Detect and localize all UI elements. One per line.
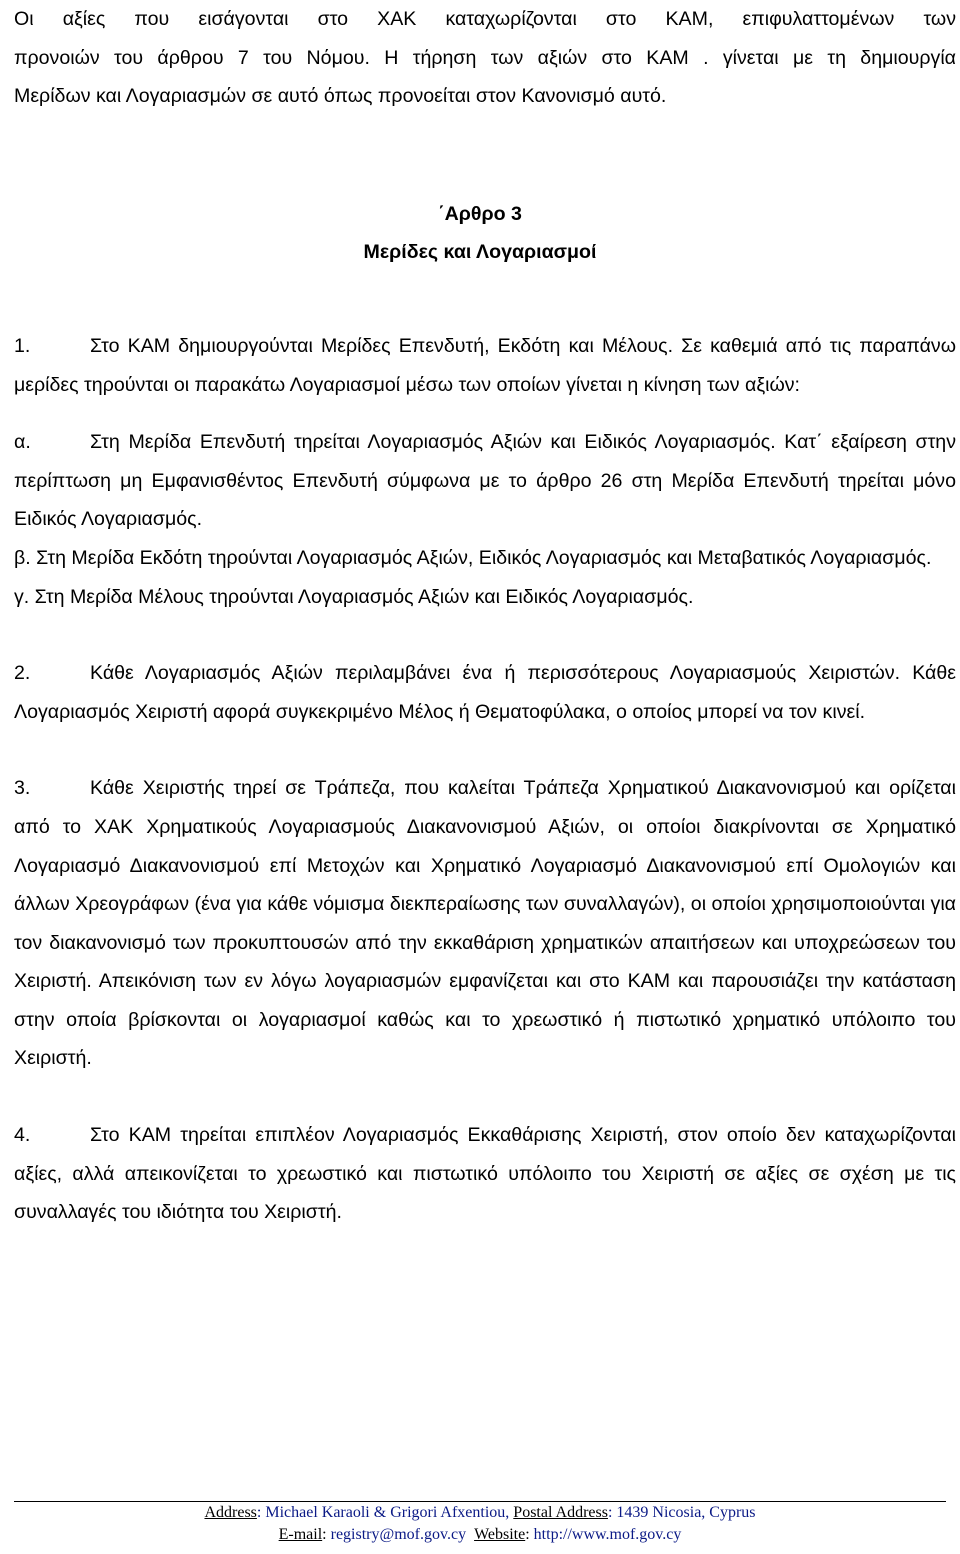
footer-website-label: Website [474,1526,526,1543]
document-page [14,0,956,1232]
footer-postal-label: Postal Address [513,1504,608,1521]
paragraph-a-text: Στη Μερίδα Επενδυτή τηρείται Λογαριασμός Αξιών και Ειδικός Λογαριασμός. Κατ΄ εξαίρεση στην περίπτωση μη Εμφανισθέντος Επενδυτή σύμφωνα με το άρθρο 26 στη Μερίδα Επενδυτή τηρείται μόνο Ειδικός Λογαριασμός. [14,431,956,531]
paragraph-a-number: α. [14,431,31,454]
paragraph-2-text: Κάθε Λογαριασμός Αξιών περιλαμβάνει ένα ή περισσότερους Λογαριασμούς Χειριστών. Κάθε Λογαριασμός Χειριστή αφορά συγκεκριμένο Μέλος ή Θεματοφύλακα, ο οποίος μπορεί να τον κινεί. [14,662,956,723]
paragraph-3-number: 3. [14,777,31,800]
paragraph-4-text: Στο ΚΑΜ τηρείται επιπλέον Λογαριασμός Εκκαθάρισης Χειριστή, στον οποίο δεν καταχωρίζονται αξίες, αλλά απεικονίζεται το χρεωστικό και πιστωτικό υπόλοιπο του Χειριστή σε αξίες σε σχέση με τις συναλλαγές του ιδιότητα του Χειριστή. [14,1124,956,1224]
intro-line-1: Οι αξίες που εισάγονται στο ΧΑΚ καταχωρίζονται στο ΚΑΜ, επιφυλαττομένων των [14,8,956,30]
footer-address-line [0,1502,960,1524]
article-number: ΄Αρθρο 3 [438,202,522,225]
footer-email-label: E-mail [278,1526,323,1543]
paragraph-1-text: Στο ΚΑΜ δημιουργούνται Μερίδες Επενδυτή, Εκδότη και Μέλους. Σε καθεμιά από τις παραπάνω μερίδες τηρούνται οι παρακάτω Λογαριασμοί μέσω των οποίων γίνεται η κίνηση των αξιών: [14,334,956,396]
intro-line-2: προνοιών του άρθρου 7 του Νόμου. Η τήρηση των αξιών στο ΚΑΜ . γίνεται με τη δημιουργία [14,46,956,69]
paragraph-a [14,423,956,539]
footer-address-label: Address [204,1504,257,1521]
footer-postal-value: : 1439 Nicosia, Cyprus [607,1504,756,1521]
paragraph-3-text: Κάθε Χειριστής τηρεί σε Τράπεζα, που καλείται Τράπεζα Χρηματικού Διακανονισμού και ορίζεται από το ΧΑΚ Χρηματικούς Λογαριασμούς Διακανονισμού Αξιών, οι οποίοι διακρίνονται σε Χρηματικό Λογαριασμό Διακανονισμού επί Μετοχών και Χρηματικό Λογαριασμό Διακανονισμού επί Ομολογιών και άλλων Χρεογράφων (ένα για κάθε νόμισμα διεκπεραίωσης των συναλλαγών), οι οποίοι χρησιμοποιούνται για τον διακανονισμό των προκυπτουσών από την εκκαθάριση χρηματικών απαιτήσεων και υποχρεώσεων του Χειριστή. Απεικόνιση των εν λόγω λογαριασμών εμφανίζεται και στο ΚΑΜ και παρουσιάζει την κατάσταση στην οποία βρίσκονται οι λογαριασμοί καθώς και το χρεωστικό ή πιστωτικό χρηματικό υπόλοιπο του Χειριστή. [14,777,956,1070]
paragraph-3 [14,769,956,1078]
article-title: Μερίδες και Λογαριασμοί [363,241,597,264]
paragraph-1-number: 1. [14,334,31,357]
intro-line-3: Μερίδων και Λογαριασμών σε αυτό όπως προνοείται στον Κανονισμό αυτό. [14,85,667,108]
footer-website-link[interactable]: http://www.mof.gov.cy [533,1526,682,1543]
paragraph-c: γ. Στη Μερίδα Μέλους τηρούνται Λογαριασμός Αξιών και Ειδικός Λογαριασμός. [14,585,694,608]
paragraph-2-number: 2. [14,662,31,685]
page-footer [0,1502,960,1546]
paragraph-4-number: 4. [14,1124,31,1147]
paragraph-b: β. Στη Μερίδα Εκδότη τηρούνται Λογαριασμός Αξιών, Ειδικός Λογαριασμός και Μεταβατικός Λογαριασμός. [14,546,932,569]
paragraph-2 [14,654,956,731]
footer-email-link[interactable]: registry@mof.gov.cy [330,1526,467,1543]
paragraph-1 [14,327,956,404]
paragraph-4 [14,1116,956,1232]
footer-contact-line: E-mail: registry@mof.gov.cy Website: http://www.mof.gov.cy [278,1526,682,1543]
footer-address-value: : Michael Karaoli & Grigori Afxentiou, [256,1504,514,1521]
